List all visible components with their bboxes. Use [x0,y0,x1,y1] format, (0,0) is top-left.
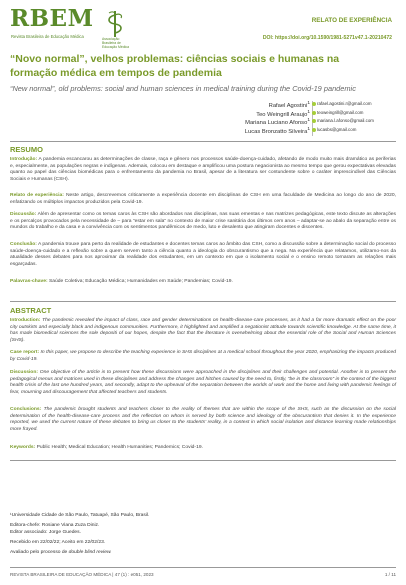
journal-logo: RBEM [10,5,94,32]
abem-logo-icon [103,9,127,39]
author-row: Mariana Luciano Afonso$^1$ mariana.l.afonso@gmail.com [245,118,374,127]
page-footer: REVISTA BRASILEIRA DE EDUCAÇÃO MÉDICA | 47 (1) : e051, 2023 [10,572,154,577]
divider [10,567,396,568]
resumo-keywords: Palavras-chave: Saúde Coletiva; Educação Médica; Humanidades em Saúde; Pandemias; Covid-19. [10,279,233,284]
dates-note: Recebido em 22/02/22; Aceito em 22/02/23. [10,540,106,545]
divider [10,460,396,461]
abstract-discussion: Discussion: One objective of the article is to present how these discussions were approached in the disciplines and their challenges and potential. Another is to present the pedagogical menus and matrices used in these disciplines and address the changes and hitches caused by the need to, firstly, “be in the classroom” in the context of the biggest health crisis of the last one hundred years, and secondly, adapt to the upheaval of the separation between the worlds of work and the home and living with pandemic feelings of fear, mourning and discouragement that affected teachers and students. [10,370,397,395]
chief-editor-note: Editora-chefe: Rosiane Viana Zuza Diniz. [10,523,100,528]
abstract-introduction: Introduction: The pandemic revealed the impact of class, race and gender determinations on health-disease-care processes, as it had a far more dramatic effect on the poor city outskirts and especially black and indigenous communities. Furthermore, it highlighted and amplified a negationist attitude towards scientific knowledge. At the same time, it has made biomedical sciences the sole depositi of our hopes, despite the fact that the literature is overwhelming about the essential role of the Social and Human Sciences (SHS). [10,318,396,343]
resumo-heading: RESUMO [10,145,43,154]
abstract-heading: ABSTRACT [10,306,52,315]
abstract-keywords: Keywords: Public Health; Medical Education; Health Humanities; Pandemics; Covid-19. [10,445,203,450]
divider [10,301,396,302]
review-note: Avaliado pelo processo de double blind review. [10,550,112,555]
abstract-case-report: Case report: In this paper, we propose to describe the teaching experience in SHS disciplines at a medical school throughout the year 2020, emphasizing the impacts produced by Covid-19. [10,350,396,362]
abstract-conclusions: Conclusions: The pandemic brought students and teachers closer to the reality of themes that are within the scope of the SHS, such as the discussion on the social determination of the health-disease-care process and the reflection on whom is served by both science and ideology of the obscurantism that denies it. In the experience reported, we used the current nature of these debates to bring us closer to the students’ reality, in a context in which social isolation and distance learning made relationships more frayed. [10,407,396,432]
journal-logo-subtitle: Revista Brasileira de Educação Médica [11,34,84,39]
resumo-introduction: Introdução: A pandemia escancarou as determinações de classe, raça e gênero nos processos saúde-doença-cuidado, afetando de modo muito mais dramático as periferias e, especialmente, as populações negras e indígenas. Ademais, colocou em destaque e amplificou uma postura negacionista ao mesmo tempo que gerou expectativas elevadas quanto ao papel das ciências biomédicas para o enfrentamento da pandemia no Brasil, apesar de a literatura ser contundente sobre o caráter imprescindível das Ciências Sociais e Humanas (CSH). [10,157,396,182]
associate-editor-note: Editor associado: Jorge Guedes. [10,530,81,535]
author-row: Rafael Agostini$^1$ rafael.agostini.r@gmail.com [268,101,372,109]
orcid-icon[interactable] [312,119,316,123]
author-email[interactable]: lucasbs@gmail.com [317,126,357,132]
author-row: Lucas Bronzatto Silveira$^1$ lucasbs@gmail.com [244,126,357,135]
article-title: “Novo normal”, velhos problemas: ciências sociais e humanas na formação médica em tempos de pandemia [10,53,340,79]
divider [10,141,396,142]
section-label: RELATO DE EXPERIÊNCIA [311,17,392,24]
article-title-english: “New normal”, old problems: social and human sciences in medical training during the Covid-19 pandemic [10,84,356,93]
resumo-conclusion: Conclusão: A pandemia trouxe para perto da realidade de estudantes e docentes temas caros ao âmbito das CSH, como a discussão sobre a determinação social do processo saúde-doença-cuidado e a reflexão sobre a quem servem tanto a ciência quanto a ideologia do obscurantismo que a nega. Na experiência que relatamos, utilizamo-nos da atualidade desses debates para nos aproximar da realidade dos estudantes, em um contexto em que o isolamento social e o ensino remoto tornaram as relações mais esgarçadas. [10,242,396,267]
abem-logo-text: Associação Brasileira de Educação Médica [102,37,129,49]
resumo-discussion: Discussão: Além de apresentar como os temas caros às CSH são abordados nas disciplinas, nas suas ementas e nas matrizes pedagógicas, este texto discute as alterações e os percalços provocados pela necessidade de – para “estar em sala” no contexto de maior crise sanitária dos últimos cem anos – adaptar-se ao abalo da separação entre os mundos do trabalho e da casa e a convivência com os sentimentos pandêmicos de medo, luto e desalento que atingiram docentes e discentes. [10,212,396,230]
author-email[interactable]: rafael.agostini.r@gmail.com [317,101,372,106]
orcid-icon[interactable] [312,111,316,115]
page-number: 1 / 11 [384,572,396,577]
author-email[interactable]: teoweingrill@gmail.com [317,109,364,115]
doi-link[interactable]: DOI: https://doi.org/10.1590/1981-5271v47.1-20210472 [262,35,392,41]
resumo-case-report: Relato de experiência: Neste artigo, descrevemos criticamente a experiência docente em disciplinas de CSH em uma faculdade de Medicina ao longo do ano de 2020, enfatizando os múltiplos impactos produzidos pela Covid-19. [10,193,397,205]
affiliation-note: ¹Universidade Cidade de São Paulo, Tatuapé, São Paulo, Brasil. [10,513,150,518]
orcid-icon[interactable] [312,102,316,106]
author-block [200,101,396,135]
orcid-icon[interactable] [312,128,316,132]
author-email[interactable]: mariana.l.afonso@gmail.com [317,118,374,124]
author-row: Teo Weingrill Araujo$^1$ teoweingrill@gmail.com [256,109,364,118]
journal-header [10,4,396,49]
